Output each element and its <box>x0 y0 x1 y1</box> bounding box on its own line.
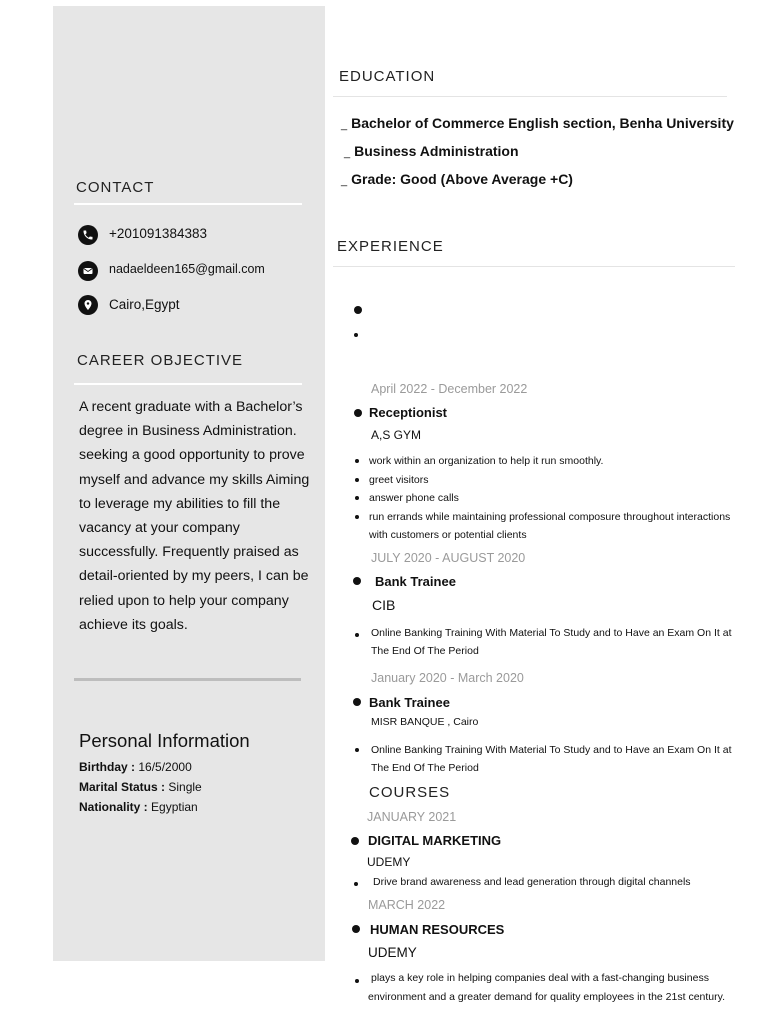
empty-bullet <box>354 306 362 314</box>
job-bullet <box>353 577 361 585</box>
experience-heading: EXPERIENCE <box>337 238 444 255</box>
objective-text: A recent graduate with a Bachelor’s degree in Business Administration. seeking a good opportunity to prove myself and advance my skills Aiming to leverage my abilities to fill the vacancy at your company successfully. Frequently praised as detail-oriented by my peers, I can be relied upon to help your company achieve its goals. <box>79 399 310 633</box>
phone-icon <box>78 225 98 245</box>
list-bullet <box>355 979 359 983</box>
list-item: greet visitors <box>369 474 429 486</box>
job-title: Bank Trainee <box>375 574 456 589</box>
list-item: Online Banking Training With Material To Study and to Have an Exam On It at <box>371 744 732 756</box>
contact-divider <box>74 203 302 205</box>
marital-value: Single <box>168 780 202 794</box>
birthday-label: Birthday : <box>79 760 136 774</box>
sidebar-divider <box>74 678 301 681</box>
marital-label: Marital Status : <box>79 780 166 794</box>
job-bullet <box>354 409 362 417</box>
list-item: Drive brand awareness and lead generation through digital channels <box>373 876 691 888</box>
list-item: run errands while maintaining professional composure throughout interactions <box>369 511 731 523</box>
job-date: April 2022 - December 2022 <box>371 382 528 396</box>
list-bullet <box>354 882 358 886</box>
list-bullet <box>355 748 359 752</box>
list-item: with customers or potential clients <box>369 529 527 541</box>
education-item: _ Bachelor of Commerce English section, Benha University <box>341 115 734 131</box>
education-item-text: Bachelor of Commerce English section, Benha University <box>351 115 734 131</box>
course-provider: UDEMY <box>368 945 417 960</box>
job-date: JULY 2020 - AUGUST 2020 <box>371 551 526 565</box>
experience-divider <box>333 266 735 267</box>
job-company: CIB <box>372 597 396 613</box>
birthday-value: 16/5/2000 <box>138 760 192 774</box>
course-bullet <box>351 837 359 845</box>
list-bullet <box>355 515 359 519</box>
education-item-text: Grade: Good (Above Average +C) <box>351 171 573 187</box>
course-title: HUMAN RESOURCES <box>370 922 505 937</box>
location-pin-icon <box>78 295 98 315</box>
list-bullet <box>355 478 359 482</box>
personal-info-heading: Personal Information <box>79 730 250 751</box>
nationality-value: Egyptian <box>151 800 198 814</box>
job-date: January 2020 - March 2020 <box>371 671 524 685</box>
course-date: JANUARY 2021 <box>367 810 457 824</box>
list-bullet <box>355 459 359 463</box>
courses-heading: COURSES <box>369 784 451 801</box>
nationality-row <box>79 800 198 814</box>
birthday-row <box>79 760 192 774</box>
mail-icon <box>78 261 98 281</box>
education-item-text: Business Administration <box>354 143 519 159</box>
job-title: Bank Trainee <box>369 695 450 710</box>
list-bullet <box>355 633 359 637</box>
list-bullet <box>355 496 359 500</box>
list-item: answer phone calls <box>369 492 459 504</box>
course-title: DIGITAL MARKETING <box>368 833 502 848</box>
list-item: work within an organization to help it run smoothly. <box>369 455 604 467</box>
objective-heading: CAREER OBJECTIVE <box>77 352 244 369</box>
location-text: Cairo,Egypt <box>109 297 180 312</box>
empty-bullet <box>354 333 358 337</box>
list-item: environment and a greater demand for quality employees in the 21st century. <box>368 991 726 1003</box>
marital-row <box>79 780 202 794</box>
job-bullet <box>353 698 361 706</box>
education-item: _ Business Administration <box>344 143 519 159</box>
list-item: The End Of The Period <box>371 645 479 657</box>
course-provider: UDEMY <box>367 855 411 869</box>
course-bullet <box>352 925 360 933</box>
job-company: A,S GYM <box>371 428 422 442</box>
nationality-label: Nationality : <box>79 800 148 814</box>
education-item: _ Grade: Good (Above Average +C) <box>341 171 573 187</box>
job-company: MISR BANQUE , Cairo <box>371 716 479 728</box>
contact-heading: CONTACT <box>76 179 155 196</box>
course-date: MARCH 2022 <box>368 898 446 912</box>
education-heading: EDUCATION <box>339 68 436 85</box>
phone-number[interactable]: +201091384383 <box>109 226 207 241</box>
education-divider <box>333 96 727 97</box>
email-link[interactable]: nadaeldeen165@gmail.com <box>109 262 265 276</box>
job-title: Receptionist <box>369 405 448 420</box>
list-item: Online Banking Training With Material To Study and to Have an Exam On It at <box>371 627 732 639</box>
objective-divider <box>74 383 302 385</box>
list-item: plays a key role in helping companies deal with a fast-changing business <box>371 972 709 984</box>
list-item: The End Of The Period <box>371 762 479 774</box>
